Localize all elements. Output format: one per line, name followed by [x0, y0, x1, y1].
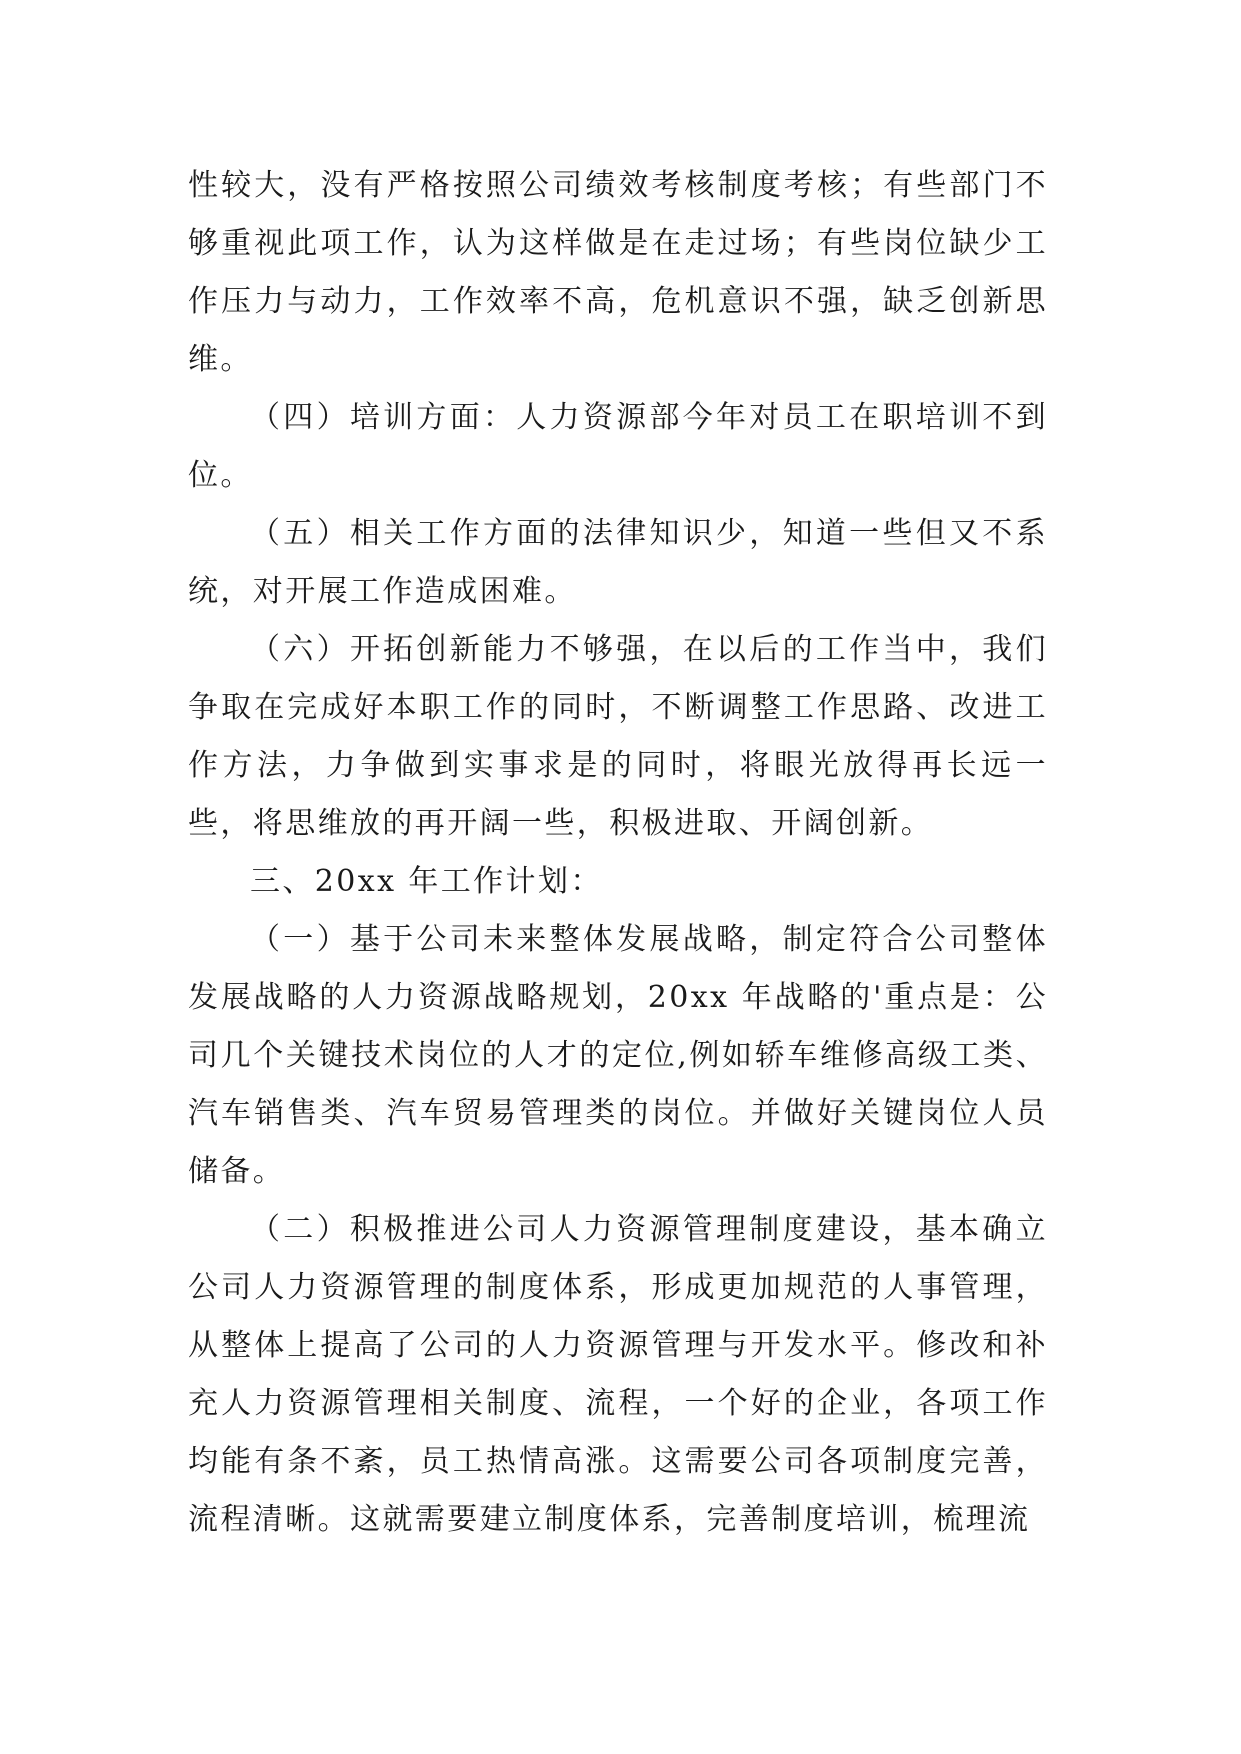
paragraph-system-building: （二）积极推进公司人力资源管理制度建设，基本确立公司人力资源管理的制度体系，形成更加规范的人事管理，从整体上提高了公司的人力资源管理与开发水平。修改和补充人力资源管理相关制度、流程，一个好的企业，各项工作均能有条不紊，员工热情高涨。这需要公司各项制度完善，流程清晰。这就需要建立制度体系，完善制度培训，梳理流: [188, 1212, 1048, 1537]
paragraph-training: （四）培训方面：人力资源部今年对员工在职培训不到位。: [188, 400, 1048, 493]
paragraph-innovation: （六）开拓创新能力不够强，在以后的工作当中，我们争取在完成好本职工作的同时，不断调整工作思路、改进工作方法，力争做到实事求是的同时，将眼光放得再长远一些，将思维放的再开阔一些，积极进取、开阔创新。: [188, 632, 1048, 841]
paragraph-strategy-plan: （一）基于公司未来整体发展战略，制定符合公司整体发展战略的人力资源战略规划，20xx 年战略的'重点是：公司几个关键技术岗位的人才的定位,例如轿车维修高级工类、汽车销售类、汽车贸易管理类的岗位。并做好关键岗位人员储备。: [188, 922, 1048, 1189]
section-heading-work-plan: 三、20xx 年工作计划：: [250, 864, 603, 899]
paragraph-legal-knowledge: （五）相关工作方面的法律知识少，知道一些但又不系统，对开展工作造成困难。: [188, 516, 1048, 609]
document-body: [188, 157, 1048, 1549]
paragraph-performance-issues: 性较大，没有严格按照公司绩效考核制度考核；有些部门不够重视此项工作，认为这样做是在走过场；有些岗位缺少工作压力与动力，工作效率不高，危机意识不强，缺乏创新思维。: [188, 168, 1048, 377]
